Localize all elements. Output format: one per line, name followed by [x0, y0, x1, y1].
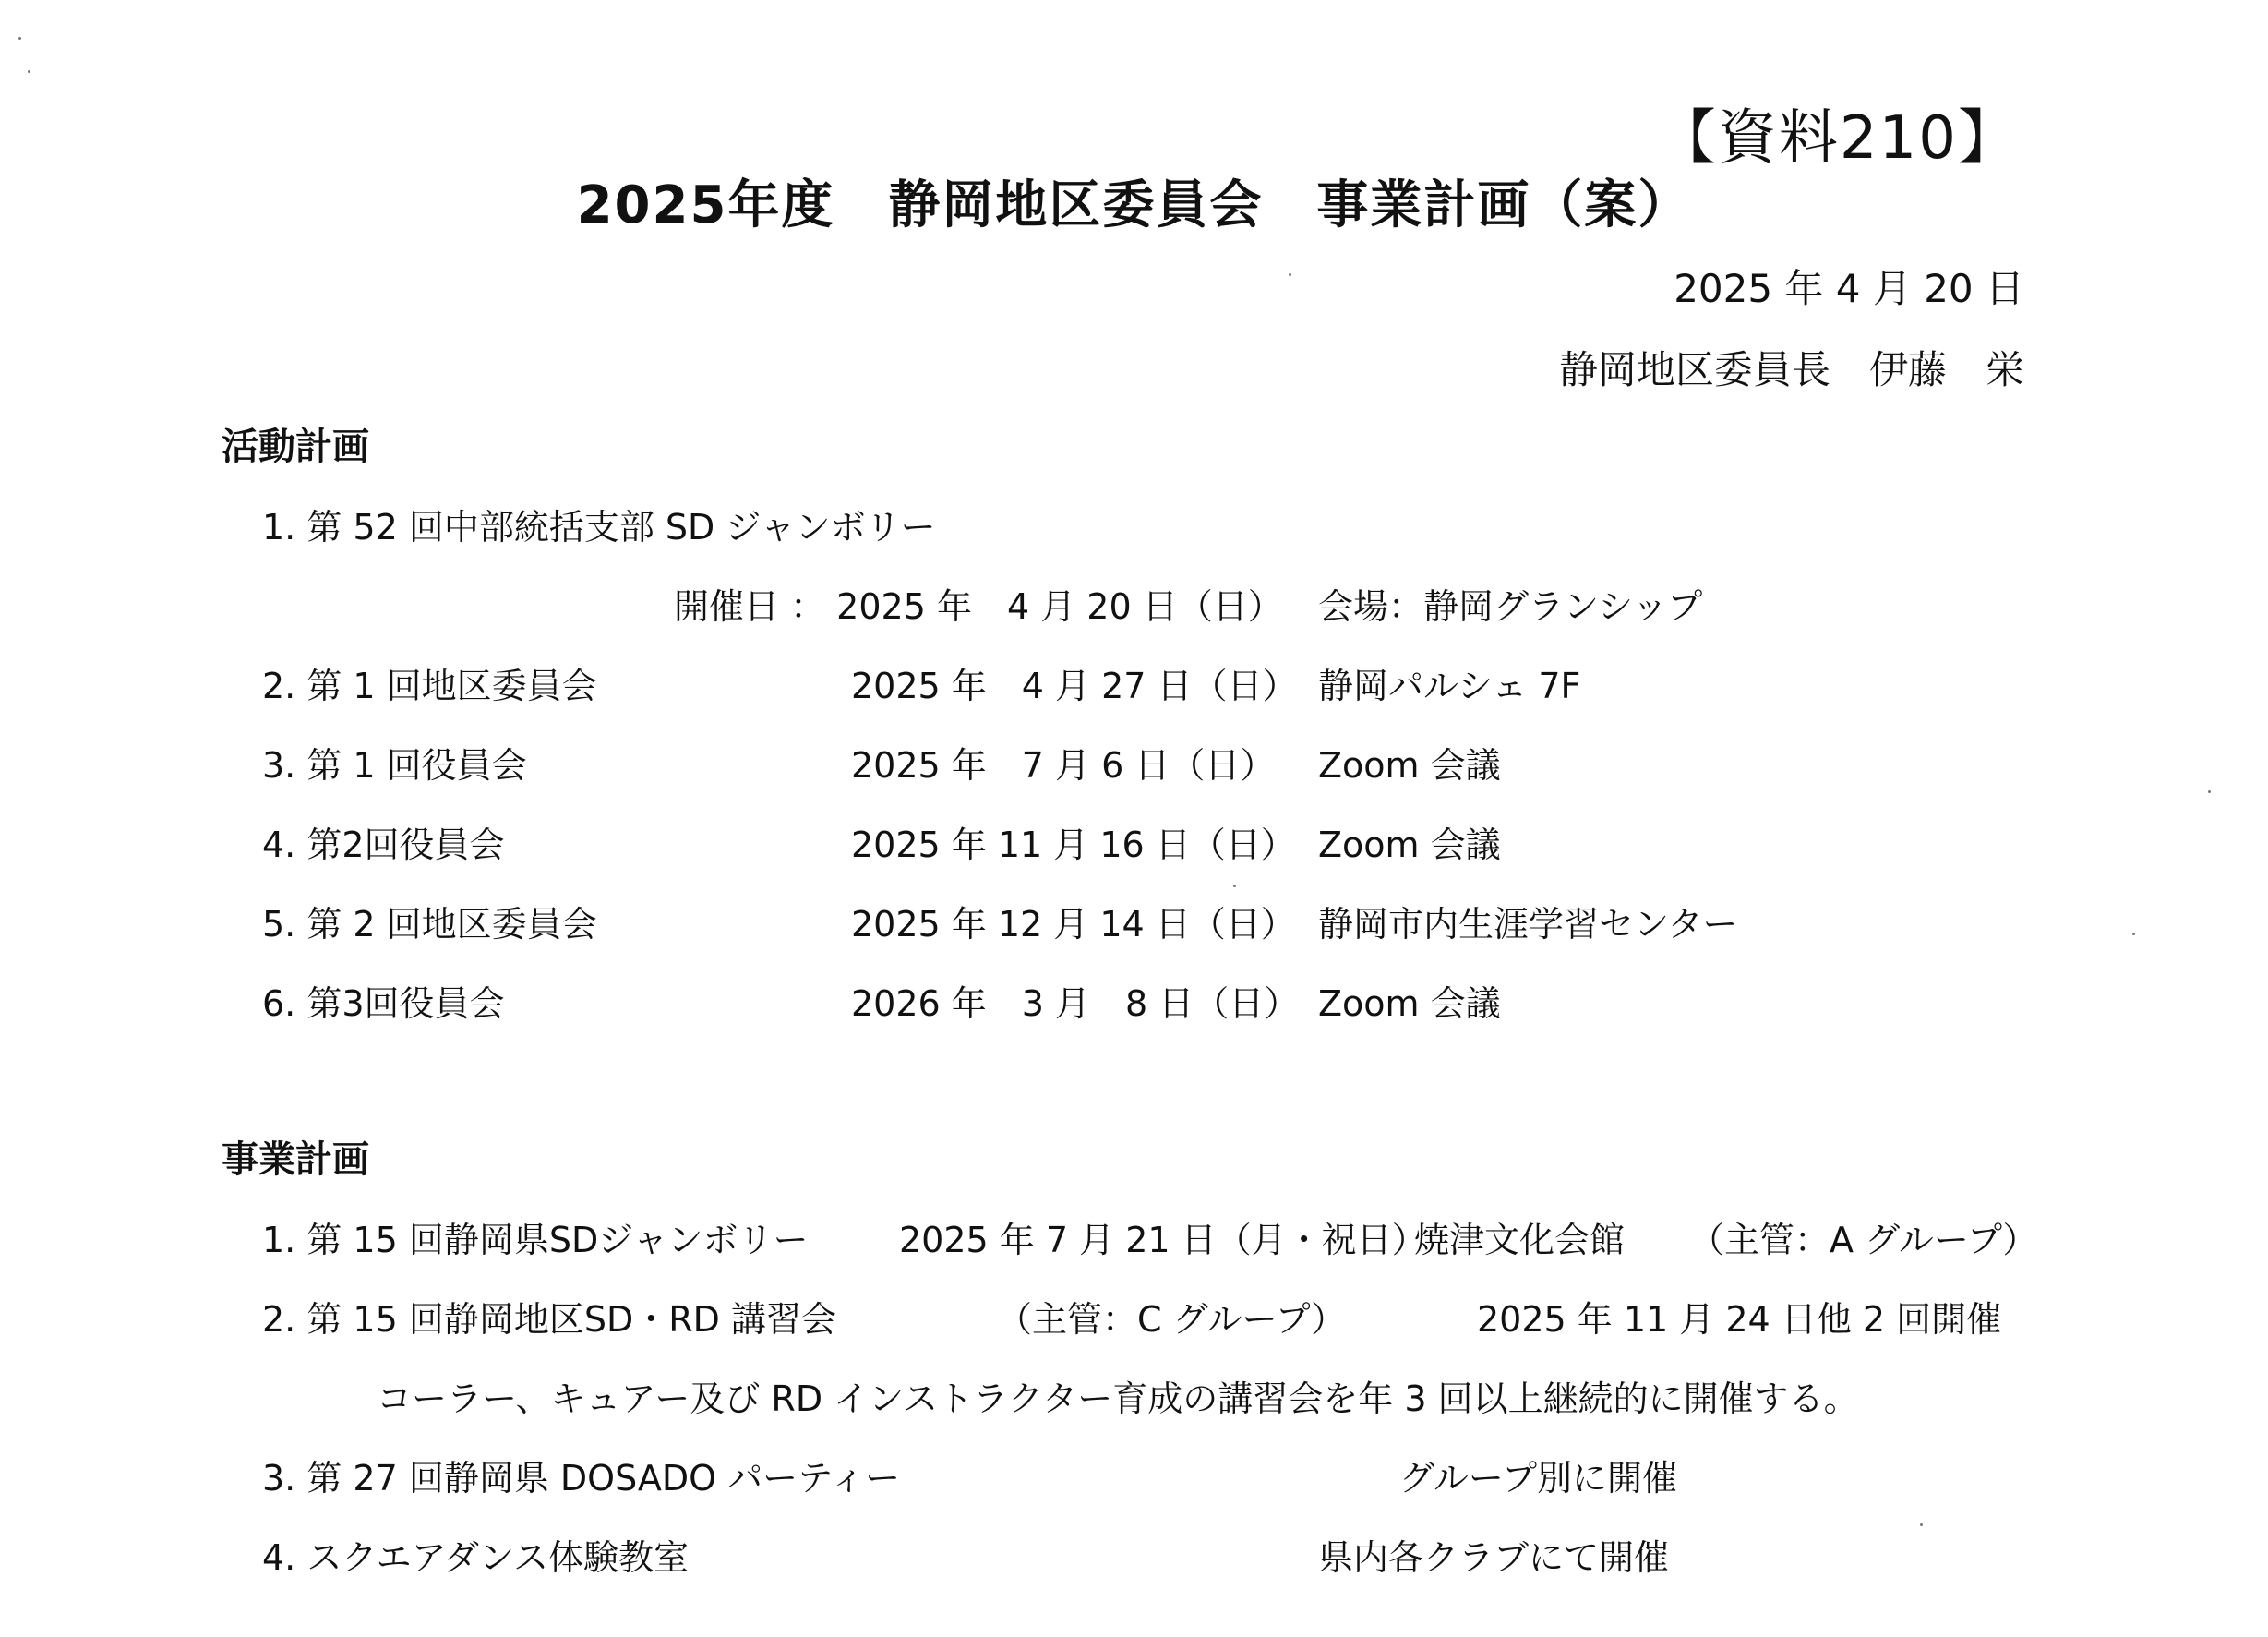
activity-item-venue: Zoom 会議: [1318, 825, 1501, 865]
business-item-label: 4. スクエアダンス体験教室: [262, 1537, 690, 1578]
activity-item-label: 6. 第3回役員会: [262, 983, 505, 1024]
activity-item-label: 3. 第 1 回役員会: [262, 745, 527, 786]
activity-plan-heading: 活動計画: [222, 426, 369, 468]
activity-item-label: 1. 第 52 回中部統括支部 SD ジャンボリー: [262, 507, 936, 548]
business-item-description: コーラー、キュアー及び RD インストラクター育成の講習会を年 3 回以上継続的に開催する。: [377, 1378, 1859, 1419]
document-tag: 【資料210】: [1656, 104, 2019, 173]
business-item-host: （主管：C グループ）: [997, 1299, 1346, 1340]
document-title: 2025年度 静岡地区委員会 事業計画（案）: [576, 175, 1692, 235]
activity-item-venue: Zoom 会議: [1318, 745, 1501, 786]
business-item-label: 3. 第 27 回静岡県 DOSADO パーティー: [262, 1458, 901, 1499]
activity-item-label: 2. 第 1 回地区委員会: [262, 666, 597, 706]
business-item: [0, 1529, 2268, 1584]
business-item-date: 2025 年 7 月 21 日（月・祝日）: [899, 1220, 1427, 1260]
activity-item-label: 5. 第 2 回地区委員会: [262, 904, 597, 945]
business-item-description-row: [0, 1370, 2268, 1426]
activity-item-label: 4. 第2回役員会: [262, 825, 505, 865]
document-author: 静岡地区委員長 伊藤 栄: [1558, 347, 2024, 392]
activity-item: [0, 816, 2268, 872]
activity-item-date: 2026 年 3 月 8 日（日）: [851, 983, 1300, 1024]
activity-item: [0, 499, 2268, 554]
activity-item-venue: 静岡パルシェ 7F: [1318, 666, 1581, 706]
activity-item-venue: Zoom 会議: [1318, 983, 1501, 1024]
activity-item-date: 2025 年 4 月 27 日（日）: [851, 666, 1298, 706]
business-item-label: 1. 第 15 回静岡県SDジャンボリー: [262, 1220, 809, 1260]
business-item-host: （主管：A グループ）: [1689, 1220, 2038, 1260]
scan-speck: [2132, 933, 2135, 935]
document-date: 2025 年 4 月 20 日: [1674, 266, 2024, 311]
scan-speck: [1289, 273, 1291, 276]
activity-item-venue: 会場：静岡グランシップ: [1318, 586, 1703, 627]
business-item: [0, 1291, 2268, 1346]
business-plan-heading: 事業計画: [222, 1138, 369, 1181]
activity-item-date: 2025 年 7 月 6 日（日）: [851, 745, 1276, 786]
business-item-note: グループ別に開催: [1399, 1458, 1677, 1499]
activity-item-venue: 静岡市内生涯学習センター: [1318, 904, 1738, 945]
scan-speck: [2208, 790, 2211, 793]
business-item-label: 2. 第 15 回静岡地区SD・RD 講習会: [262, 1299, 836, 1340]
activity-item: [0, 737, 2268, 792]
business-item: [0, 1211, 2268, 1267]
activity-item-date: 2025 年 11 月 16 日（日）: [851, 825, 1296, 865]
business-item-venue: 焼津文化会館: [1414, 1220, 1626, 1260]
activity-item-detail: [0, 578, 2268, 633]
activity-item-date: 2025 年 12 月 14 日（日）: [851, 904, 1296, 945]
scan-speck: [28, 70, 30, 73]
activity-item: [0, 657, 2268, 713]
activity-item: [0, 896, 2268, 951]
activity-item-date: 開催日 ： 2025 年 4 月 20 日（日）: [674, 586, 1283, 627]
business-item-date: 2025 年 11 月 24 日他 2 回開催: [1477, 1299, 2002, 1340]
business-item-note: 県内各クラブにて開催: [1318, 1537, 1670, 1578]
scan-speck: [1920, 1523, 1923, 1526]
activity-item: [0, 975, 2268, 1030]
scan-speck: [18, 37, 21, 40]
business-item: [0, 1450, 2268, 1505]
scan-speck: [1233, 885, 1236, 887]
